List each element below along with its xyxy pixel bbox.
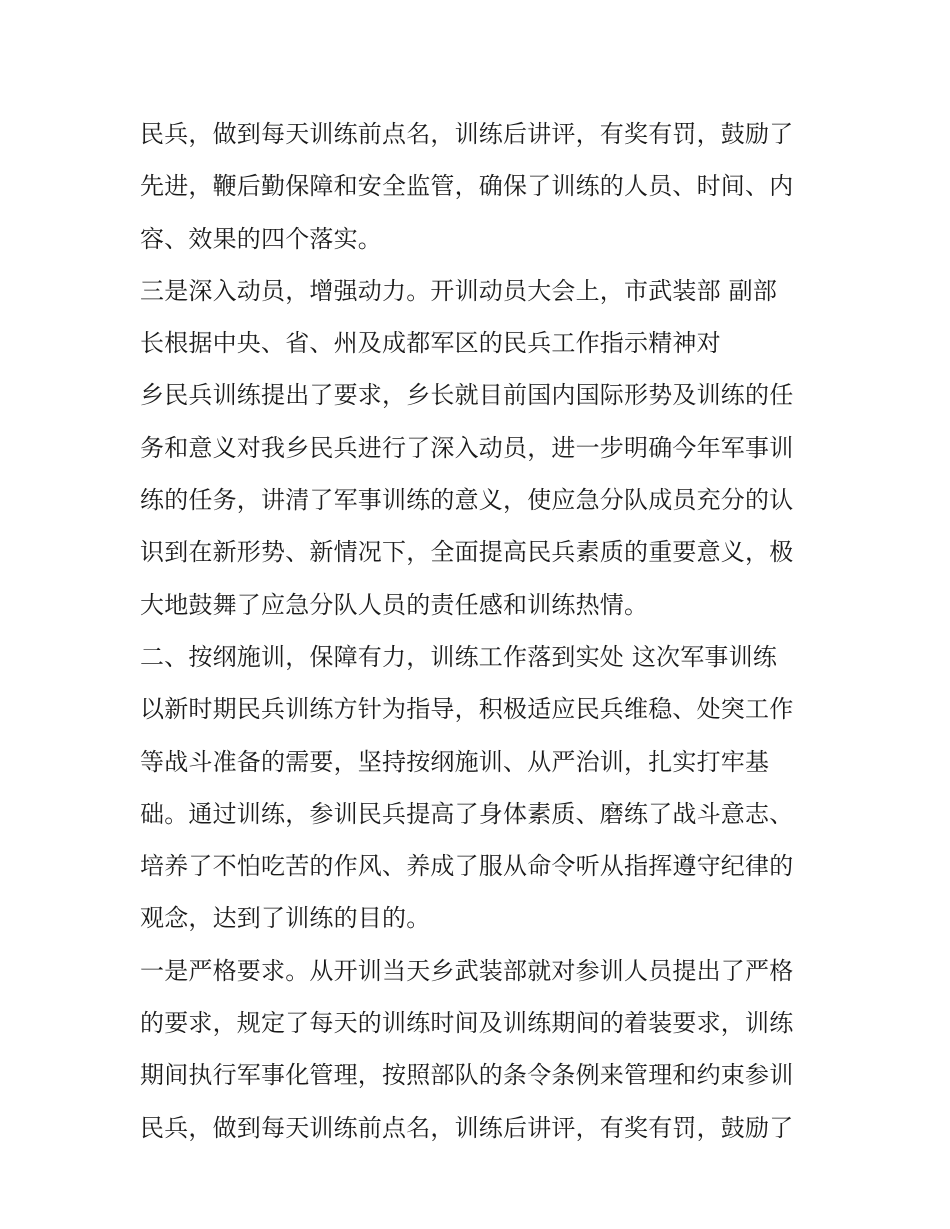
text-line: 大地鼓舞了应急分队人员的责任感和训练热情。 (140, 590, 649, 619)
text-line: 容、效果的四个落实。 (140, 224, 382, 253)
text-line: 识到在新形势、新情况下，全面提高民兵素质的重要意义，极 (140, 538, 794, 567)
text-line: 以新时期民兵训练方针为指导，积极适应民兵维稳、处突工作 (140, 695, 794, 724)
text-line: 期间执行军事化管理，按照部队的条令条例来管理和约束参训 (140, 1061, 794, 1090)
text-line: 务和意义对我乡民兵进行了深入动员，进一步明确今年军事训 (140, 433, 794, 462)
text-line: 先进，鞭后勤保障和安全监管，确保了训练的人员、时间、内 (140, 172, 794, 201)
text-line: 乡民兵训练提出了要求，乡长就目前国内国际形势及训练的任 (140, 381, 794, 410)
text-line: 观念，达到了训练的目的。 (140, 904, 431, 933)
text-line: 练的任务，讲清了军事训练的意义，使应急分队成员充分的认 (140, 486, 794, 515)
text-line: 民兵，做到每天训练前点名，训练后讲评，有奖有罚，鼓励了 (140, 120, 794, 148)
text-line: 础。通过训练，参训民兵提高了身体素质、磨练了战斗意志、 (140, 799, 794, 828)
text-line: 一是严格要求。从开训当天乡武装部就对参训人员提出了严格 (140, 956, 794, 985)
text-line: 二、按纲施训，保障有力，训练工作落到实处 这次军事训练 (140, 642, 778, 671)
text-line: 培养了不怕吃苦的作风、养成了服从命令听从指挥遵守纪律的 (140, 852, 794, 881)
text-line: 的要求，规定了每天的训练时间及训练期间的着装要求，训练 (140, 1009, 794, 1038)
body-text (140, 108, 820, 1154)
text-line: 长根据中央、省、州及成都军区的民兵工作指示精神对 (140, 329, 721, 358)
text-line: 民兵，做到每天训练前点名，训练后讲评，有奖有罚，鼓励了 (140, 1113, 794, 1142)
text-line: 三是深入动员，增强动力。开训动员大会上，市武装部 副部 (140, 276, 778, 305)
text-line: 等战斗准备的需要，坚持按纲施训、从严治训，扎实打牢基 (140, 747, 770, 776)
